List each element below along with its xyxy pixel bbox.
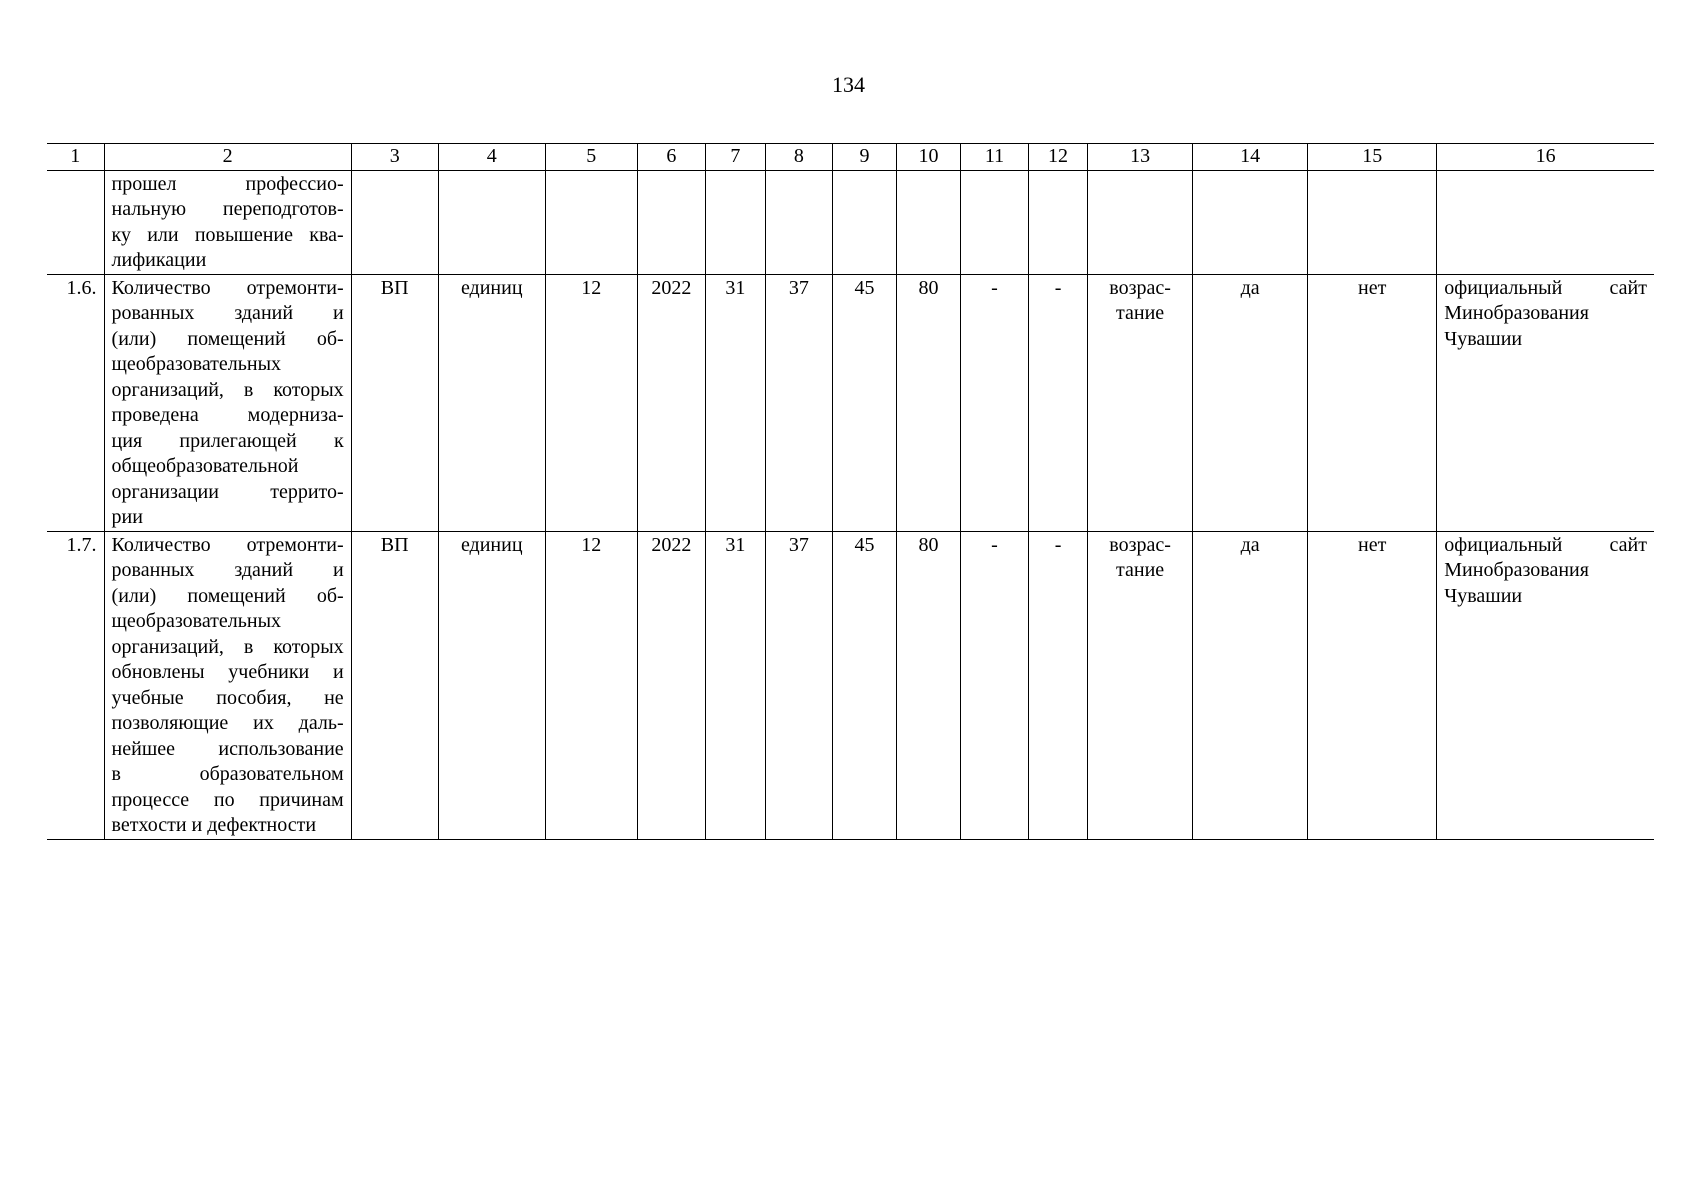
data-source (1437, 274, 1654, 531)
value-col-7 (705, 170, 765, 274)
indicator-name-line: нальную переподготов- (111, 198, 344, 220)
value-col-10: 80 (896, 274, 960, 531)
unit (438, 170, 545, 274)
value-col-8: 37 (765, 531, 832, 839)
column-14-value (1193, 170, 1308, 274)
column-number: 3 (351, 144, 438, 171)
column-number: 15 (1308, 144, 1437, 171)
table-row (47, 274, 1654, 531)
column-number: 5 (545, 144, 637, 171)
indicator-name-line: ку или повышение ква- (111, 223, 344, 246)
indicator-name-line: ция прилегающей к (111, 429, 344, 452)
data-source-line: Минобразования (1444, 302, 1589, 324)
base-value: 12 (545, 274, 637, 531)
indicator-name-line: (или) помещений об- (111, 327, 344, 350)
base-value (545, 170, 637, 274)
column-number: 6 (637, 144, 705, 171)
value-col-8 (765, 170, 832, 274)
column-14-value: да (1193, 531, 1308, 839)
base-value: 12 (545, 531, 637, 839)
value-col-12 (1029, 170, 1088, 274)
row-number: 1.6. (47, 274, 104, 531)
column-number: 8 (765, 144, 832, 171)
indicator-type (351, 170, 438, 274)
value-col-11: - (960, 531, 1028, 839)
value-col-9: 45 (832, 531, 896, 839)
column-number: 1 (47, 144, 104, 171)
column-number: 14 (1193, 144, 1308, 171)
indicator-name-line: нейшее использование (111, 737, 344, 760)
column-number: 16 (1437, 144, 1654, 171)
value-col-10: 80 (896, 531, 960, 839)
value-col-9 (832, 170, 896, 274)
column-number-row (47, 144, 1654, 171)
indicator-name-line: в образовательном (111, 763, 344, 785)
trend-line: тание (1116, 559, 1165, 581)
indicator-name-line: проведена модерниза- (111, 404, 344, 426)
indicator-name-line: ветхости и дефектности (111, 814, 317, 836)
data-source-line: Чувашии (1444, 584, 1523, 607)
indicator-name-line: обновлены учебники и (111, 661, 344, 683)
base-year: 2022 (637, 274, 705, 531)
indicator-name-line: процессе по причинам (111, 788, 344, 811)
column-15-value: нет (1308, 274, 1437, 531)
data-source-line: официальный сайт (1444, 276, 1647, 299)
trend (1088, 531, 1193, 839)
row-number (47, 170, 104, 274)
column-number: 11 (960, 144, 1028, 171)
indicator-name (104, 170, 351, 274)
indicator-name-line: учебные пособия, не (111, 686, 344, 709)
indicator-name-line: организаций, в которых (111, 378, 344, 401)
indicator-name-line: организаций, в которых (111, 635, 344, 658)
value-col-9: 45 (832, 274, 896, 531)
indicator-name-line: рованных зданий и (111, 559, 344, 581)
column-14-value: да (1193, 274, 1308, 531)
row-number: 1.7. (47, 531, 104, 839)
column-number: 7 (705, 144, 765, 171)
data-source (1437, 170, 1654, 274)
value-col-11 (960, 170, 1028, 274)
value-col-7: 31 (705, 531, 765, 839)
indicator-type: ВП (351, 274, 438, 531)
base-year (637, 170, 705, 274)
column-number: 4 (438, 144, 545, 171)
data-source-line: Минобразования (1444, 559, 1589, 581)
indicator-name-line: рованных зданий и (111, 302, 344, 324)
value-col-7: 31 (705, 274, 765, 531)
unit: единиц (438, 531, 545, 839)
indicators-table (47, 143, 1654, 840)
indicator-name-line: позволяющие их даль- (111, 712, 344, 734)
value-col-8: 37 (765, 274, 832, 531)
column-number: 2 (104, 144, 351, 171)
value-col-10 (896, 170, 960, 274)
column-number: 12 (1029, 144, 1088, 171)
base-year: 2022 (637, 531, 705, 839)
trend (1088, 274, 1193, 531)
table-row (47, 531, 1654, 839)
indicator-name-line: Количество отремонти- (111, 276, 344, 299)
indicator-name-line: прошел профессио- (111, 172, 344, 195)
column-number: 10 (896, 144, 960, 171)
column-number: 9 (832, 144, 896, 171)
trend (1088, 170, 1193, 274)
indicator-name-line: общеобразовательной (111, 455, 299, 477)
indicator-name-line: (или) помещений об- (111, 584, 344, 607)
indicator-name-line: Количество отремонти- (111, 533, 344, 556)
indicator-name-line: щеобразовательных (111, 610, 282, 632)
value-col-12: - (1029, 531, 1088, 839)
data-source-line: Чувашии (1444, 327, 1523, 350)
indicator-type: ВП (351, 531, 438, 839)
indicator-name-line: организации террито- (111, 480, 344, 503)
indicator-name-line: рии (111, 506, 143, 528)
column-15-value: нет (1308, 531, 1437, 839)
table-row (47, 170, 1654, 274)
data-source (1437, 531, 1654, 839)
trend-line: возрас- (1109, 533, 1171, 556)
indicator-name-line: щеобразовательных (111, 353, 282, 375)
indicator-name (104, 274, 351, 531)
value-col-11: - (960, 274, 1028, 531)
column-number: 13 (1088, 144, 1193, 171)
page-number: 134 (832, 72, 865, 97)
trend-line: тание (1116, 302, 1165, 324)
data-source-line: официальный сайт (1444, 533, 1647, 556)
trend-line: возрас- (1109, 276, 1171, 299)
column-15-value (1308, 170, 1437, 274)
indicator-name-line: лификации (111, 249, 207, 271)
unit: единиц (438, 274, 545, 531)
indicator-name (104, 531, 351, 839)
value-col-12: - (1029, 274, 1088, 531)
